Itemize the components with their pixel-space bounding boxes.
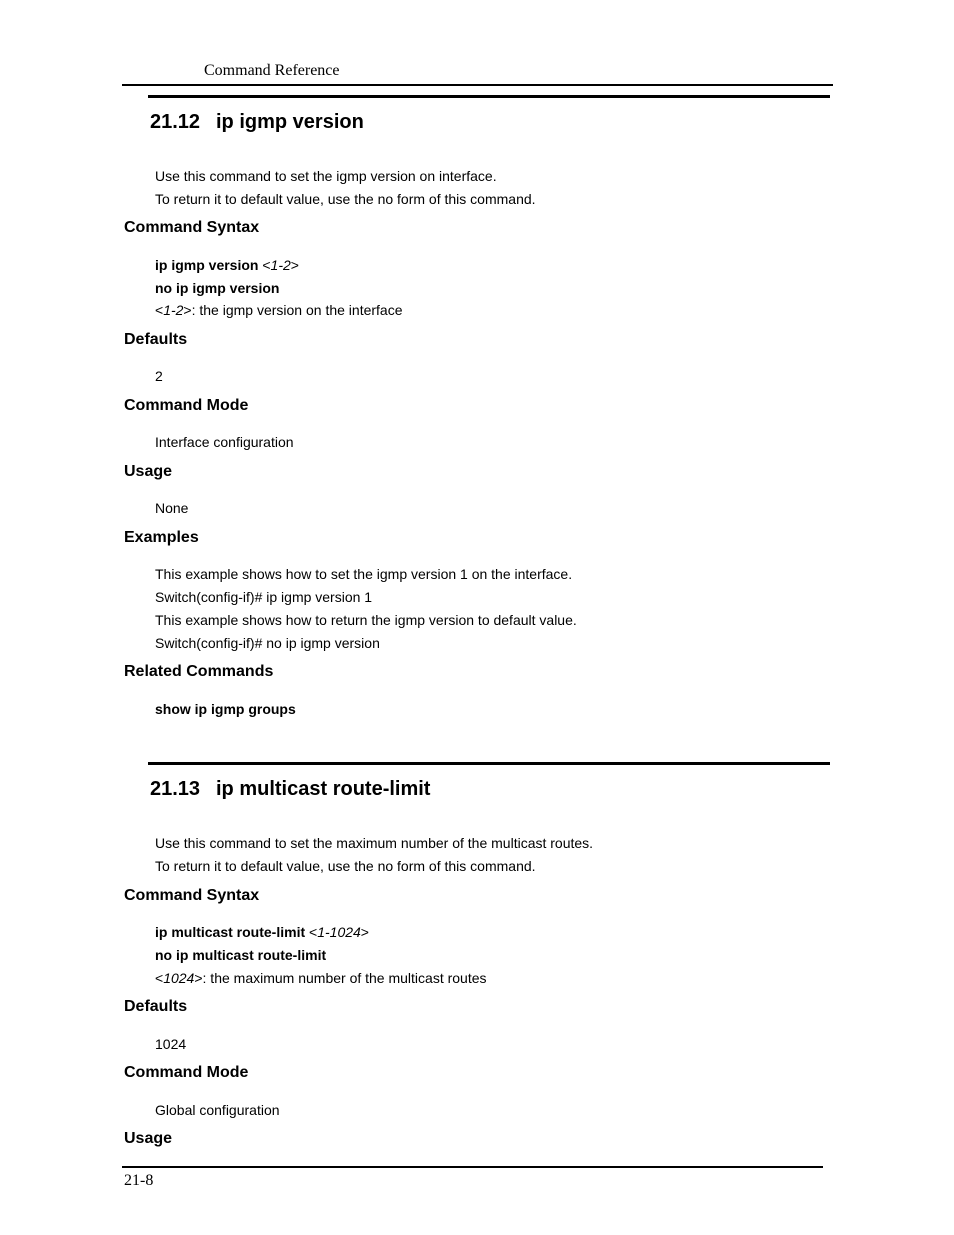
footer-rule	[122, 1166, 823, 1168]
param-name: 1-2	[163, 302, 184, 318]
section-number: 21.12	[150, 111, 201, 133]
section-heading: ip multicast route-limit	[216, 778, 431, 800]
command-mode-value: Interface configuration	[155, 434, 294, 450]
defaults-value: 1024	[155, 1036, 187, 1052]
command-mode-heading: Command Mode	[124, 1064, 249, 1081]
syntax-close: >	[290, 257, 299, 273]
syntax-no-line: no ip multicast route-limit	[155, 947, 327, 963]
syntax-no-line: no ip igmp version	[155, 280, 280, 296]
section-rule-2	[148, 762, 830, 765]
example-line-1: This example shows how to set the igmp version 1 on the interface.	[155, 566, 573, 582]
param-desc: >: the maximum number of the multicast routes	[194, 970, 487, 986]
defaults-value: 2	[155, 368, 163, 384]
syntax-param: 1-2	[270, 257, 291, 273]
param-name: 1024	[163, 970, 195, 986]
syntax-open: <	[258, 257, 271, 273]
section-title-21-12	[150, 111, 364, 134]
section-rule-1	[148, 95, 830, 98]
running-header: Command Reference	[204, 62, 340, 79]
section-heading: ip igmp version	[216, 111, 364, 133]
section-title-21-13	[150, 778, 430, 801]
section-number: 21.13	[150, 778, 201, 800]
command-mode-value: Global configuration	[155, 1102, 280, 1118]
command-syntax-heading: Command Syntax	[124, 887, 260, 904]
syntax-param: 1-1024	[317, 924, 361, 940]
example-line-3: This example shows how to return the igmp version to default value.	[155, 612, 577, 628]
syntax-open: <	[305, 924, 318, 940]
header-rule	[122, 84, 833, 86]
command-mode-heading: Command Mode	[124, 397, 249, 414]
intro-line-1: Use this command to set the igmp version on interface.	[155, 168, 497, 184]
intro-line-2: To return it to default value, use the no form of this command.	[155, 858, 536, 874]
command-syntax-heading: Command Syntax	[124, 219, 260, 236]
usage-heading: Usage	[124, 1130, 173, 1147]
page-number: 21-8	[124, 1172, 154, 1189]
related-command: show ip igmp groups	[155, 701, 296, 717]
param-line	[155, 970, 487, 986]
param-open: <	[155, 970, 164, 986]
syntax-line	[155, 257, 299, 273]
syntax-close: >	[360, 924, 369, 940]
defaults-heading: Defaults	[124, 331, 188, 348]
param-desc: >: the igmp version on the interface	[183, 302, 403, 318]
syntax-line	[155, 924, 369, 940]
syntax-command: ip igmp version	[155, 257, 259, 273]
param-line	[155, 302, 403, 318]
example-line-2: Switch(config-if)# ip igmp version 1	[155, 589, 373, 605]
syntax-command: ip multicast route-limit	[155, 924, 306, 940]
defaults-heading: Defaults	[124, 998, 188, 1015]
related-commands-heading: Related Commands	[124, 663, 274, 680]
param-open: <	[155, 302, 164, 318]
intro-line-1: Use this command to set the maximum number of the multicast routes.	[155, 835, 594, 851]
usage-value: None	[155, 500, 189, 516]
intro-line-2: To return it to default value, use the no form of this command.	[155, 191, 536, 207]
usage-heading: Usage	[124, 463, 173, 480]
example-line-4: Switch(config-if)# no ip igmp version	[155, 635, 380, 651]
examples-heading: Examples	[124, 529, 199, 546]
